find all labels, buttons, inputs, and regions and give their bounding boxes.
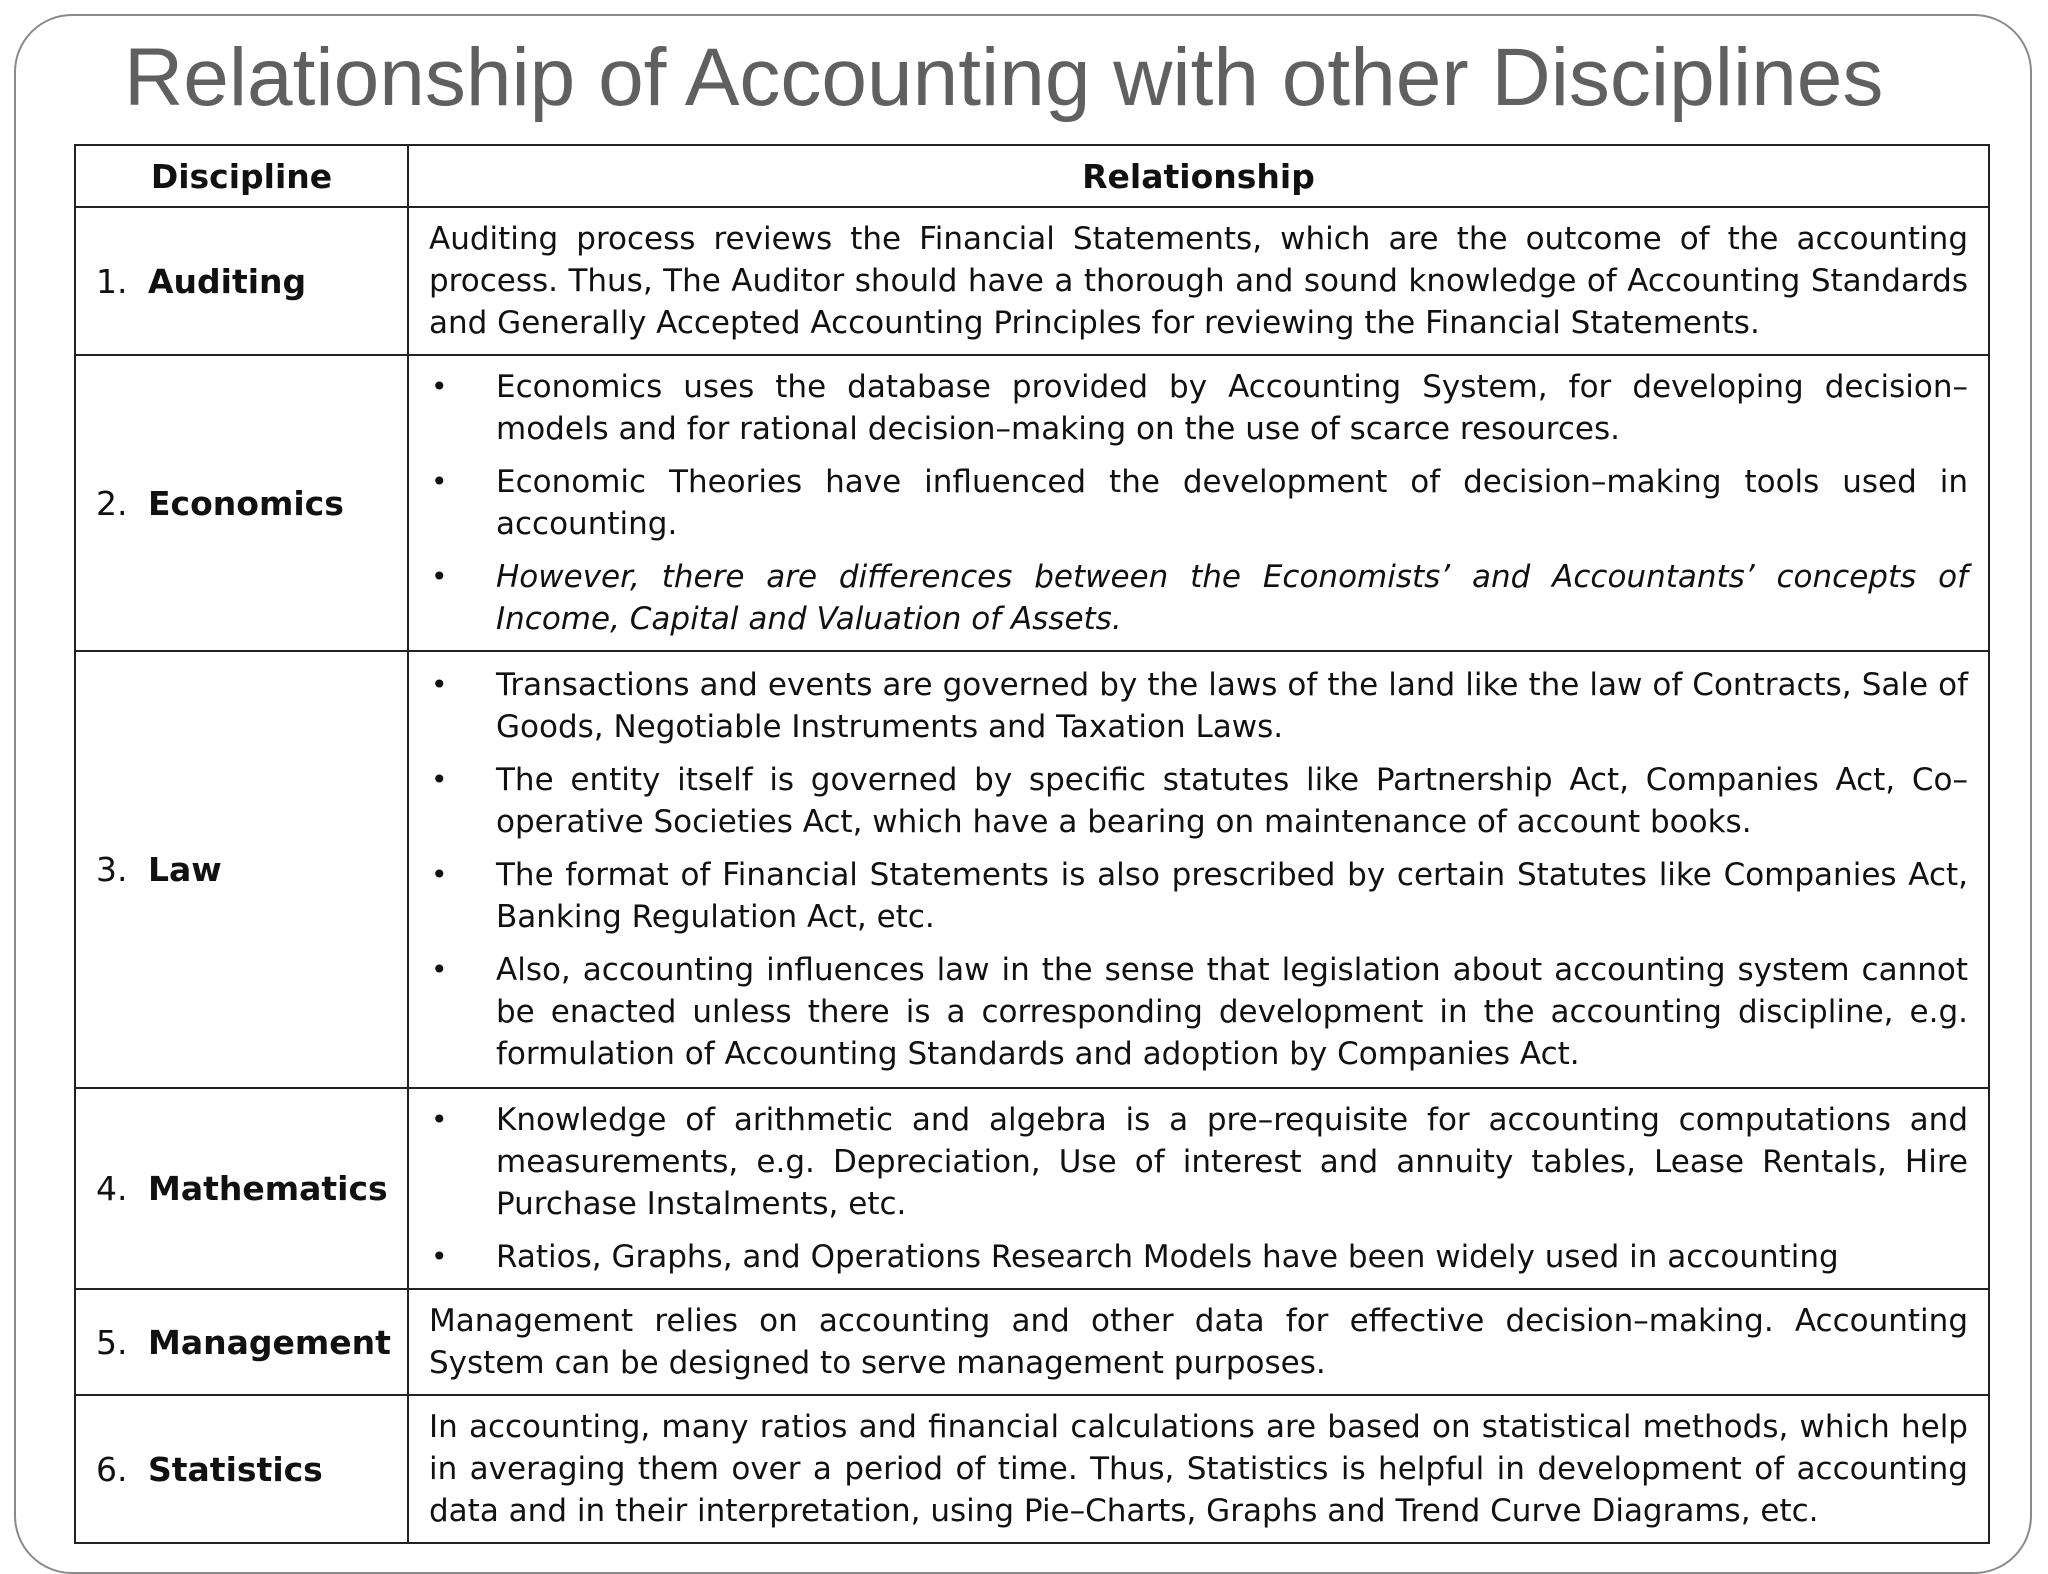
bullet-list: [429, 1099, 1968, 1278]
relationship-text: In accounting, many ratios and financial calculations are based on statistical methods, which help in averaging them over a period of time. Thus, Statistics is helpful in development of accounting data and in their interpretation, using Pie–Charts, Graphs and Trend Curve Diagrams, etc.: [429, 1409, 1968, 1529]
list-item: • Knowledge of arithmetic and algebra is a pre–requisite for accounting computations and measurements, e.g. Depreciation, Use of interest and annuity tables, Lease Rentals, Hire Purchase Instalments, etc.: [429, 1099, 1968, 1225]
header-discipline: Discipline: [75, 145, 408, 207]
list-item: • Transactions and events are governed by the laws of the land like the law of Contracts, Sale of Goods, Negotiable Instruments and Taxation Laws.: [429, 664, 1968, 748]
discipline-cell: [75, 1289, 408, 1395]
discipline-name: Economics: [148, 483, 344, 523]
table-row-law: [75, 651, 1989, 1088]
table-row-management: [75, 1289, 1989, 1395]
disciplines-table: [74, 144, 1990, 1544]
relationship-cell: [408, 1395, 1989, 1543]
table-row-auditing: [75, 207, 1989, 355]
slide-title: Relationship of Accounting with other Disciplines: [124, 32, 1884, 123]
relationship-text: Auditing process reviews the Financial Statements, which are the outcome of the accounting process. Thus, The Auditor should have a thorough and sound knowledge of Accounting Standards and Generally Accepted Accounting Principles for reviewing the Financial Statements.: [429, 221, 1968, 341]
bullet-icon: •: [431, 953, 448, 986]
relationship-cell: [408, 355, 1989, 651]
row-number: 1.: [96, 261, 128, 301]
list-item: • Also, accounting influences law in the sense that legislation about accounting system cannot be enacted unless there is a corresponding development in the accounting discipline, e.g. formulation of Accounting Standards and adoption by Companies Act.: [429, 949, 1968, 1075]
relationship-cell: [408, 651, 1989, 1088]
list-item: • Economics uses the database provided by Accounting System, for developing decision–models and for rational decision–making on the use of scarce resources.: [429, 366, 1968, 450]
discipline-cell: [75, 651, 408, 1088]
discipline-cell: [75, 1395, 408, 1543]
bullet-icon: •: [431, 560, 448, 593]
row-number: 4.: [96, 1169, 128, 1208]
row-number: 3.: [96, 850, 128, 889]
bullet-list: [429, 664, 1968, 1075]
relationship-cell: [408, 1289, 1989, 1395]
list-item: • Ratios, Graphs, and Operations Research Models have been widely used in accounting: [429, 1236, 1968, 1278]
list-item: • However, there are differences between the Economists’ and Accountants’ concepts of Income, Capital and Valuation of Assets.: [429, 556, 1968, 640]
discipline-name: Mathematics: [148, 1169, 388, 1208]
list-item: • The entity itself is governed by specific statutes like Partnership Act, Companies Act, Co–operative Societies Act, which have a bearing on maintenance of account books.: [429, 759, 1968, 843]
header-relationship: Relationship: [408, 145, 1989, 207]
relationship-cell: [408, 207, 1989, 355]
bullet-icon: •: [431, 668, 448, 701]
table-row-economics: [75, 355, 1989, 651]
discipline-name: Statistics: [148, 1449, 323, 1489]
list-item: • The format of Financial Statements is also prescribed by certain Statutes like Companies Act, Banking Regulation Act, etc.: [429, 854, 1968, 938]
table-header-row: [75, 145, 1989, 207]
row-number: 5.: [96, 1322, 128, 1362]
bullet-list: [429, 366, 1968, 640]
bullet-icon: •: [431, 465, 448, 498]
table-row-mathematics: [75, 1088, 1989, 1289]
discipline-name: Management: [148, 1322, 391, 1362]
bullet-icon: •: [431, 1103, 448, 1136]
bullet-icon: •: [431, 858, 448, 891]
list-item: • Economic Theories have influenced the development of decision–making tools used in accounting.: [429, 461, 1968, 545]
discipline-cell: [75, 355, 408, 651]
row-number: 6.: [96, 1449, 128, 1489]
row-number: 2.: [96, 483, 128, 523]
discipline-cell: [75, 207, 408, 355]
bullet-icon: •: [431, 1240, 448, 1273]
relationship-cell: [408, 1088, 1989, 1289]
bullet-icon: •: [431, 763, 448, 796]
bullet-icon: •: [431, 370, 448, 403]
discipline-name: Law: [148, 850, 222, 889]
table-row-statistics: [75, 1395, 1989, 1543]
discipline-cell: [75, 1088, 408, 1289]
discipline-name: Auditing: [148, 261, 307, 301]
relationship-text: Management relies on accounting and other data for effective decision–making. Accounting System can be designed to serve management purposes.: [429, 1303, 1968, 1381]
